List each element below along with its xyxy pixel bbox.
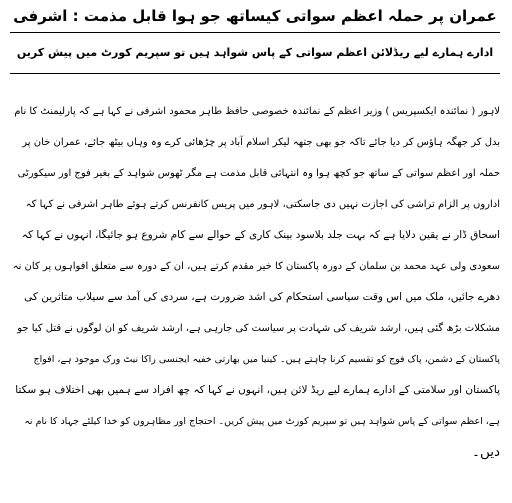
body-line: حملہ اور اعظم سواتی کے ساتھ جو کچھ ہوا وہ انتہائی قابل مذمت ہے مگر ٹھوس شواہد کے بغیر فوج اور سیکورٹی [17, 168, 500, 179]
article-body [10, 96, 500, 468]
body-line: لاہور ( نمائندہ ایکسپریس ) وزیر اعظم کے نمائندہ خصوصی حافظ طاہر محمود اشرفی نے کہا ہے کہ پارلیمنٹ کا نام [14, 106, 500, 117]
subheadline-divider [10, 73, 500, 74]
body-line: اداروں پر الزام تراشی کی اجازت نہیں دی جاسکتی، لاہور میں پریس کانفرنس کرتے ہوئے طاہر اشرفی نے کہا کہ [25, 199, 500, 210]
body-line: بدل کر جھگہ ہاؤس کر دیا جائے تاکہ جو بھی جتھہ لیکر اسلام آباد پر چڑھائی کرے وہ وہاں بیٹھ جائے، عمران خان پر [22, 137, 500, 148]
body-line: دیں۔ [472, 444, 500, 460]
body-line: دھرے جائیں، ملک میں اس وقت سیاسی استحکام کی اشد ضرورت ہے، سردی کی آمد سے سیلاب متاثرین کی [24, 291, 500, 303]
body-line: پاکستان کے دشمن، پاک فوج کو تقسیم کرنا چاہتے ہیں۔ کینیا میں بھارتی خفیہ ایجنسی راکا نیٹ ورک موجود ہے، افواج [33, 354, 500, 365]
body-line: پاکستان اور سلامتی کے ادارے ہمارے لیے ریڈ لائن ہیں، انہوں نے کہا کہ چھ افراد سے ہمیں بھی اختلاف ہو سکتا [15, 384, 500, 396]
body-line: ہے، اعظم سواتی کے پاس شواہد ہیں تو سپریم کورٹ میں پیش کریں۔ احتجاج اور مظاہروں کو خدا کیلئے جہاد کا نام نہ [24, 416, 500, 427]
body-line: سعودی ولی عہد محمد بن سلمان کے دورہ پاکستان کا خیر مقدم کرتے ہیں، ان کے دورہ سے متعلق افواہوں پر کان نہ [12, 261, 500, 272]
body-line: مشکلات بڑھ گئی ہیں، ارشد شریف کی شہادت پر سیاست کی جارہی ہے، ارشد شریف کو ان لوگوں نے قتل کیا جو [17, 323, 500, 334]
headline-divider [10, 32, 500, 33]
headline: عمران پر حملہ اعظم سواتی کیساتھ جو ہوا قابل مذمت : اشرفی [13, 7, 497, 25]
body-line: اسحاق ڈار نے یقین دلایا ہے کہ بہت جلد بلاسود بینک کاری کے حوالے سے کام شروع ہو جائیگا، انہوں نے کہا کہ [21, 229, 500, 241]
subheadline: ادارے ہمارے لیے ریڈلائن اعظم سواتی کے پاس شواہد ہیں تو سپریم کورٹ میں پیش کریں [16, 46, 494, 59]
